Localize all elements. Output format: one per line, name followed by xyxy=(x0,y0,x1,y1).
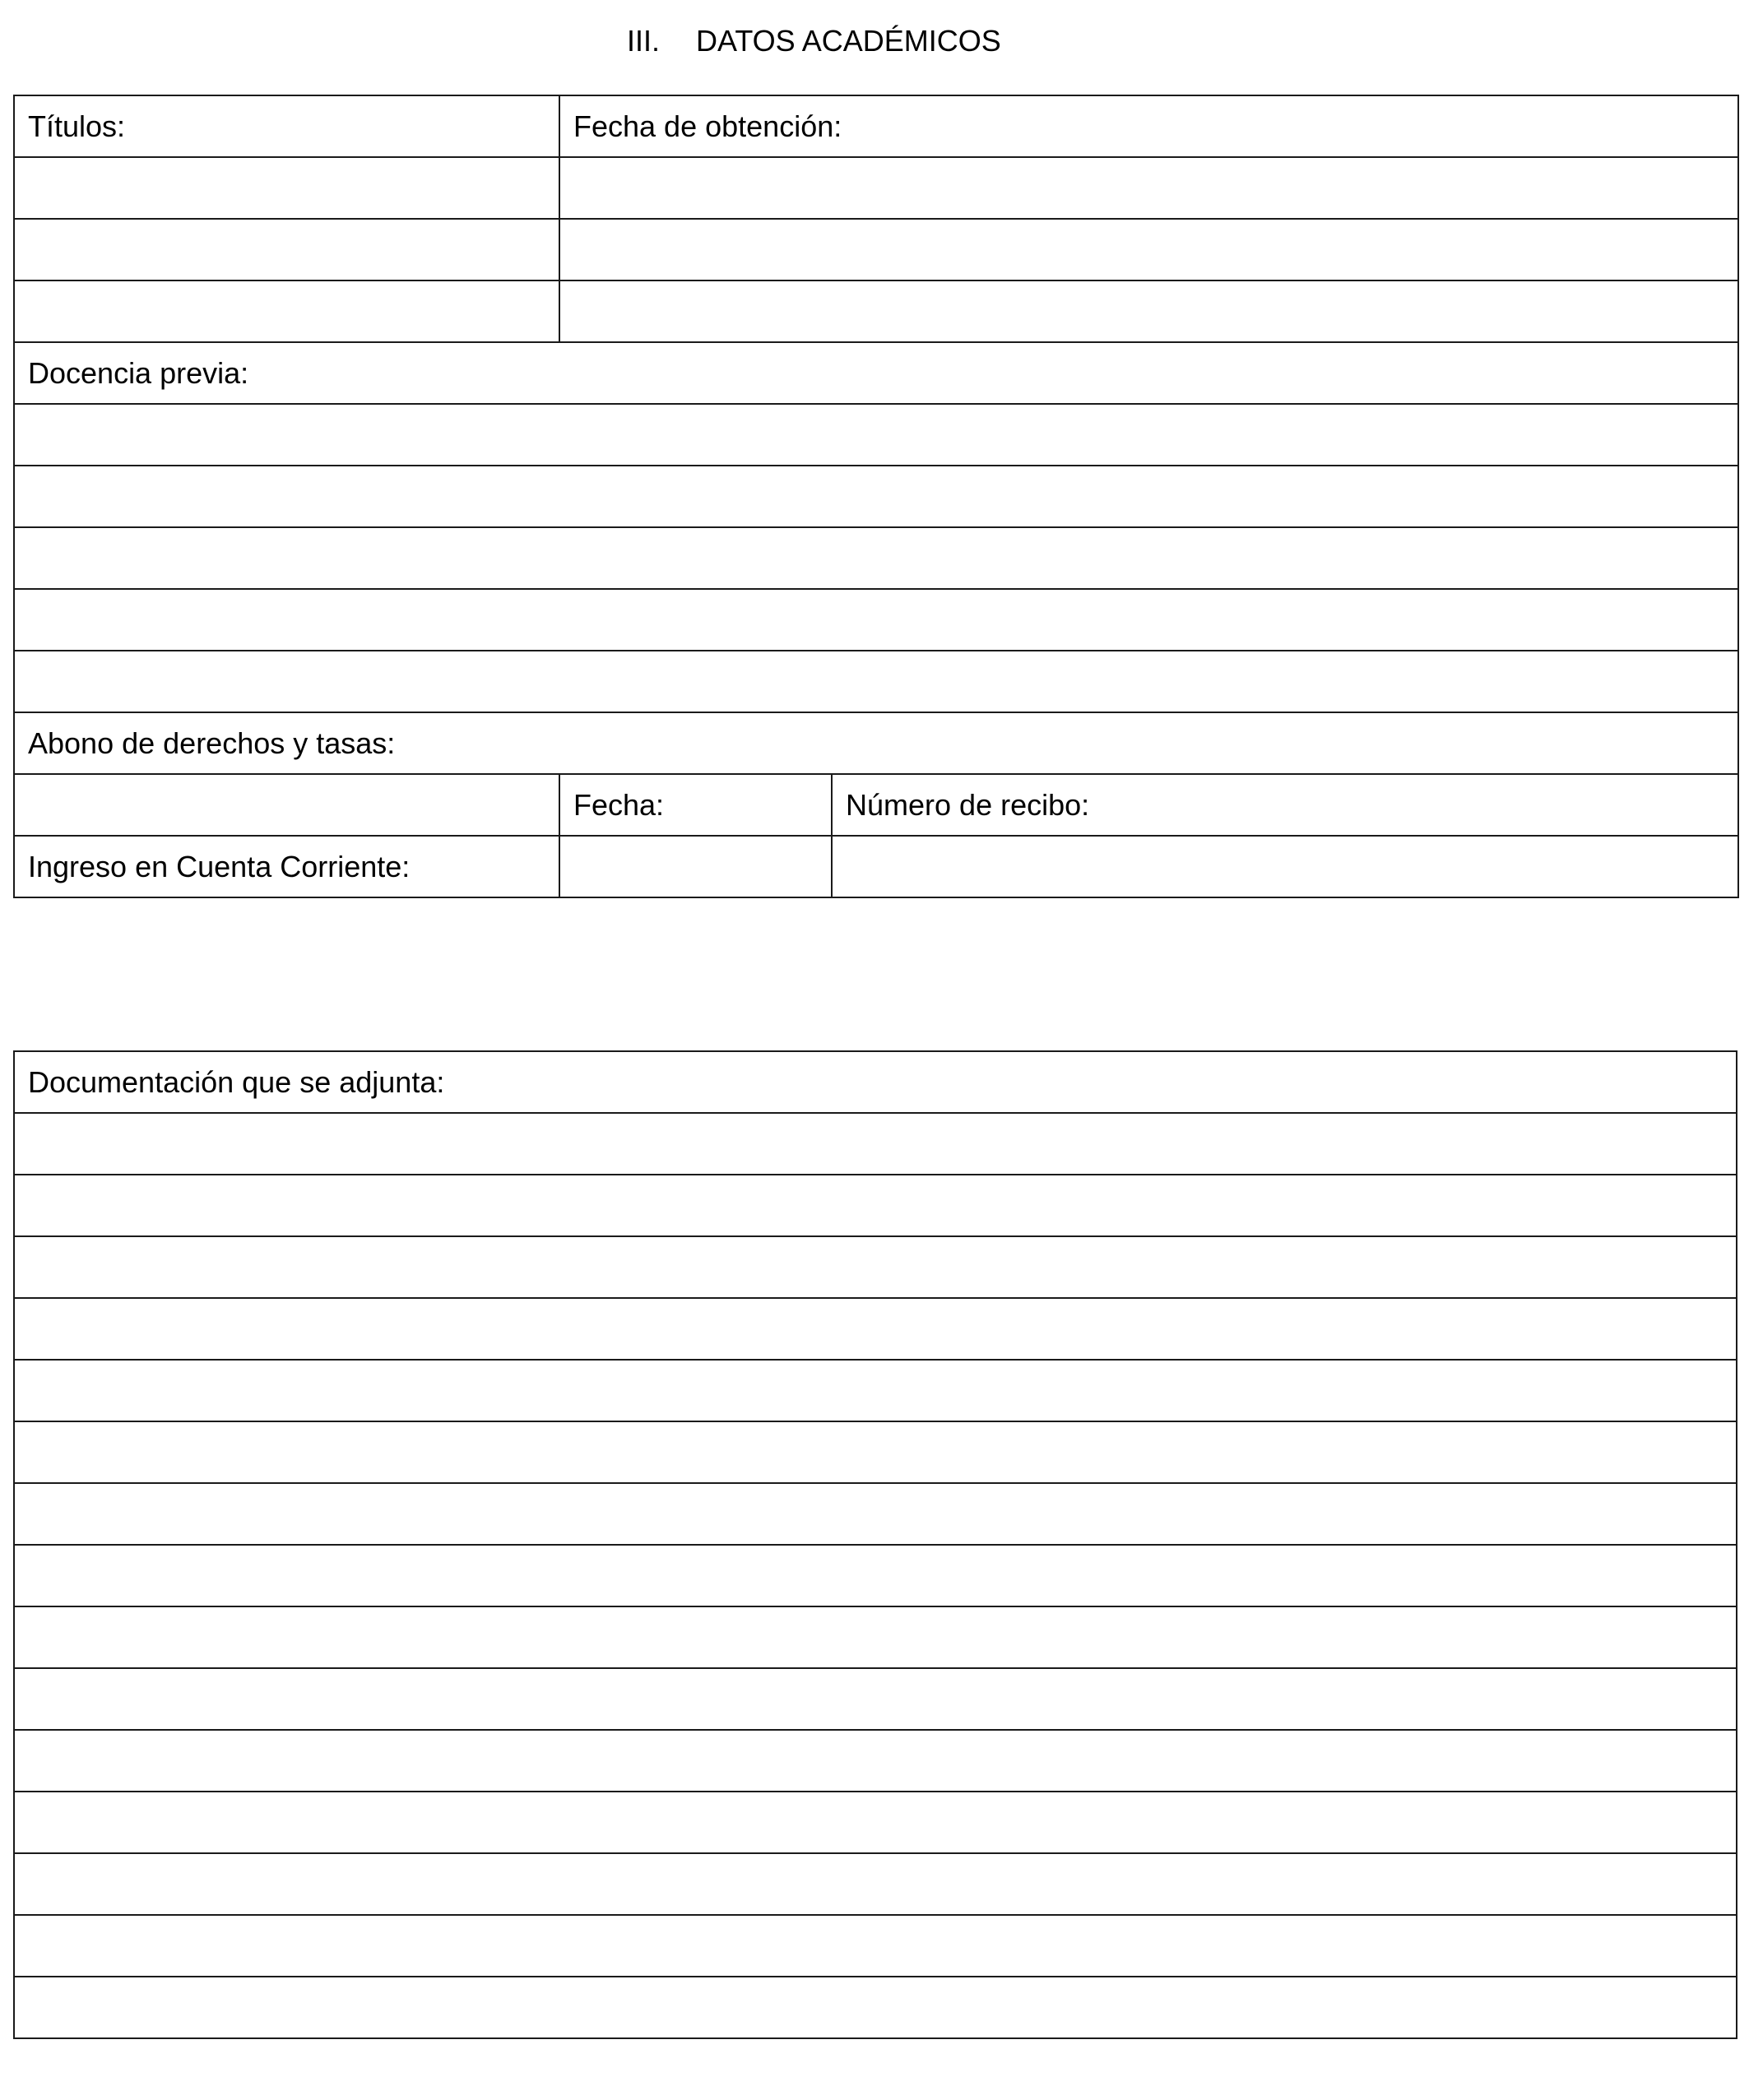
document-field[interactable] xyxy=(14,1360,1737,1421)
fees-date-field[interactable] xyxy=(559,836,832,897)
document-field[interactable] xyxy=(14,1606,1737,1668)
documents-header-row xyxy=(14,1051,1737,1113)
document-field[interactable] xyxy=(14,1977,1737,2038)
previous-teaching-row xyxy=(14,466,1738,527)
previous-teaching-row xyxy=(14,651,1738,712)
document-field[interactable] xyxy=(14,1421,1737,1483)
titles-header-row xyxy=(14,95,1738,157)
document-field[interactable] xyxy=(14,1483,1737,1545)
document-field[interactable] xyxy=(14,1236,1737,1298)
document-field[interactable] xyxy=(14,1853,1737,1915)
document-row xyxy=(14,1730,1737,1792)
documents-label: Documentación que se adjunta: xyxy=(14,1051,1737,1113)
document-row xyxy=(14,1236,1737,1298)
title-field[interactable] xyxy=(14,157,559,219)
section-numeral: III. xyxy=(627,24,661,58)
previous-teaching-field[interactable] xyxy=(14,651,1738,712)
document-row xyxy=(14,1545,1737,1606)
academic-data-table xyxy=(13,95,1739,898)
document-field[interactable] xyxy=(14,1175,1737,1236)
document-field[interactable] xyxy=(14,1298,1737,1360)
date-obtained-field[interactable] xyxy=(559,219,1738,280)
title-field[interactable] xyxy=(14,219,559,280)
document-row xyxy=(14,1483,1737,1545)
previous-teaching-field[interactable] xyxy=(14,404,1738,466)
previous-teaching-row xyxy=(14,589,1738,651)
previous-teaching-row xyxy=(14,527,1738,589)
document-row xyxy=(14,1668,1737,1730)
document-row xyxy=(14,1421,1737,1483)
document-field[interactable] xyxy=(14,1113,1737,1175)
fees-receipt-field[interactable] xyxy=(832,836,1738,897)
date-obtained-label: Fecha de obtención: xyxy=(559,95,1738,157)
deposit-label: Ingreso en Cuenta Corriente: xyxy=(14,836,559,897)
fees-blank-cell xyxy=(14,774,559,836)
document-row xyxy=(14,1792,1737,1853)
document-field[interactable] xyxy=(14,1545,1737,1606)
document-row xyxy=(14,1298,1737,1360)
previous-teaching-row xyxy=(14,404,1738,466)
title-entry-row xyxy=(14,219,1738,280)
previous-teaching-header-row xyxy=(14,342,1738,404)
document-field[interactable] xyxy=(14,1792,1737,1853)
date-obtained-field[interactable] xyxy=(559,280,1738,342)
document-field[interactable] xyxy=(14,1915,1737,1977)
fees-receipt-label: Número de recibo: xyxy=(832,774,1738,836)
document-row xyxy=(14,1113,1737,1175)
fees-header-row xyxy=(14,712,1738,774)
previous-teaching-label: Docencia previa: xyxy=(14,342,1738,404)
title-field[interactable] xyxy=(14,280,559,342)
fees-labels-row xyxy=(14,774,1738,836)
document-row xyxy=(14,1360,1737,1421)
section-heading: DATOS ACADÉMICOS xyxy=(696,24,1001,58)
title-entry-row xyxy=(14,280,1738,342)
document-field[interactable] xyxy=(14,1668,1737,1730)
document-row xyxy=(14,1175,1737,1236)
document-row xyxy=(14,1606,1737,1668)
title-entry-row xyxy=(14,157,1738,219)
previous-teaching-field[interactable] xyxy=(14,589,1738,651)
attached-documents-table xyxy=(13,1050,1737,2039)
document-field[interactable] xyxy=(14,1730,1737,1792)
previous-teaching-field[interactable] xyxy=(14,466,1738,527)
document-row xyxy=(14,1977,1737,2038)
date-obtained-field[interactable] xyxy=(559,157,1738,219)
previous-teaching-field[interactable] xyxy=(14,527,1738,589)
document-row xyxy=(14,1915,1737,1977)
fees-deposit-row xyxy=(14,836,1738,897)
document-row xyxy=(14,1853,1737,1915)
section-title xyxy=(0,20,1749,63)
fees-date-label: Fecha: xyxy=(559,774,832,836)
titles-label: Títulos: xyxy=(14,95,559,157)
fees-label: Abono de derechos y tasas: xyxy=(14,712,1738,774)
